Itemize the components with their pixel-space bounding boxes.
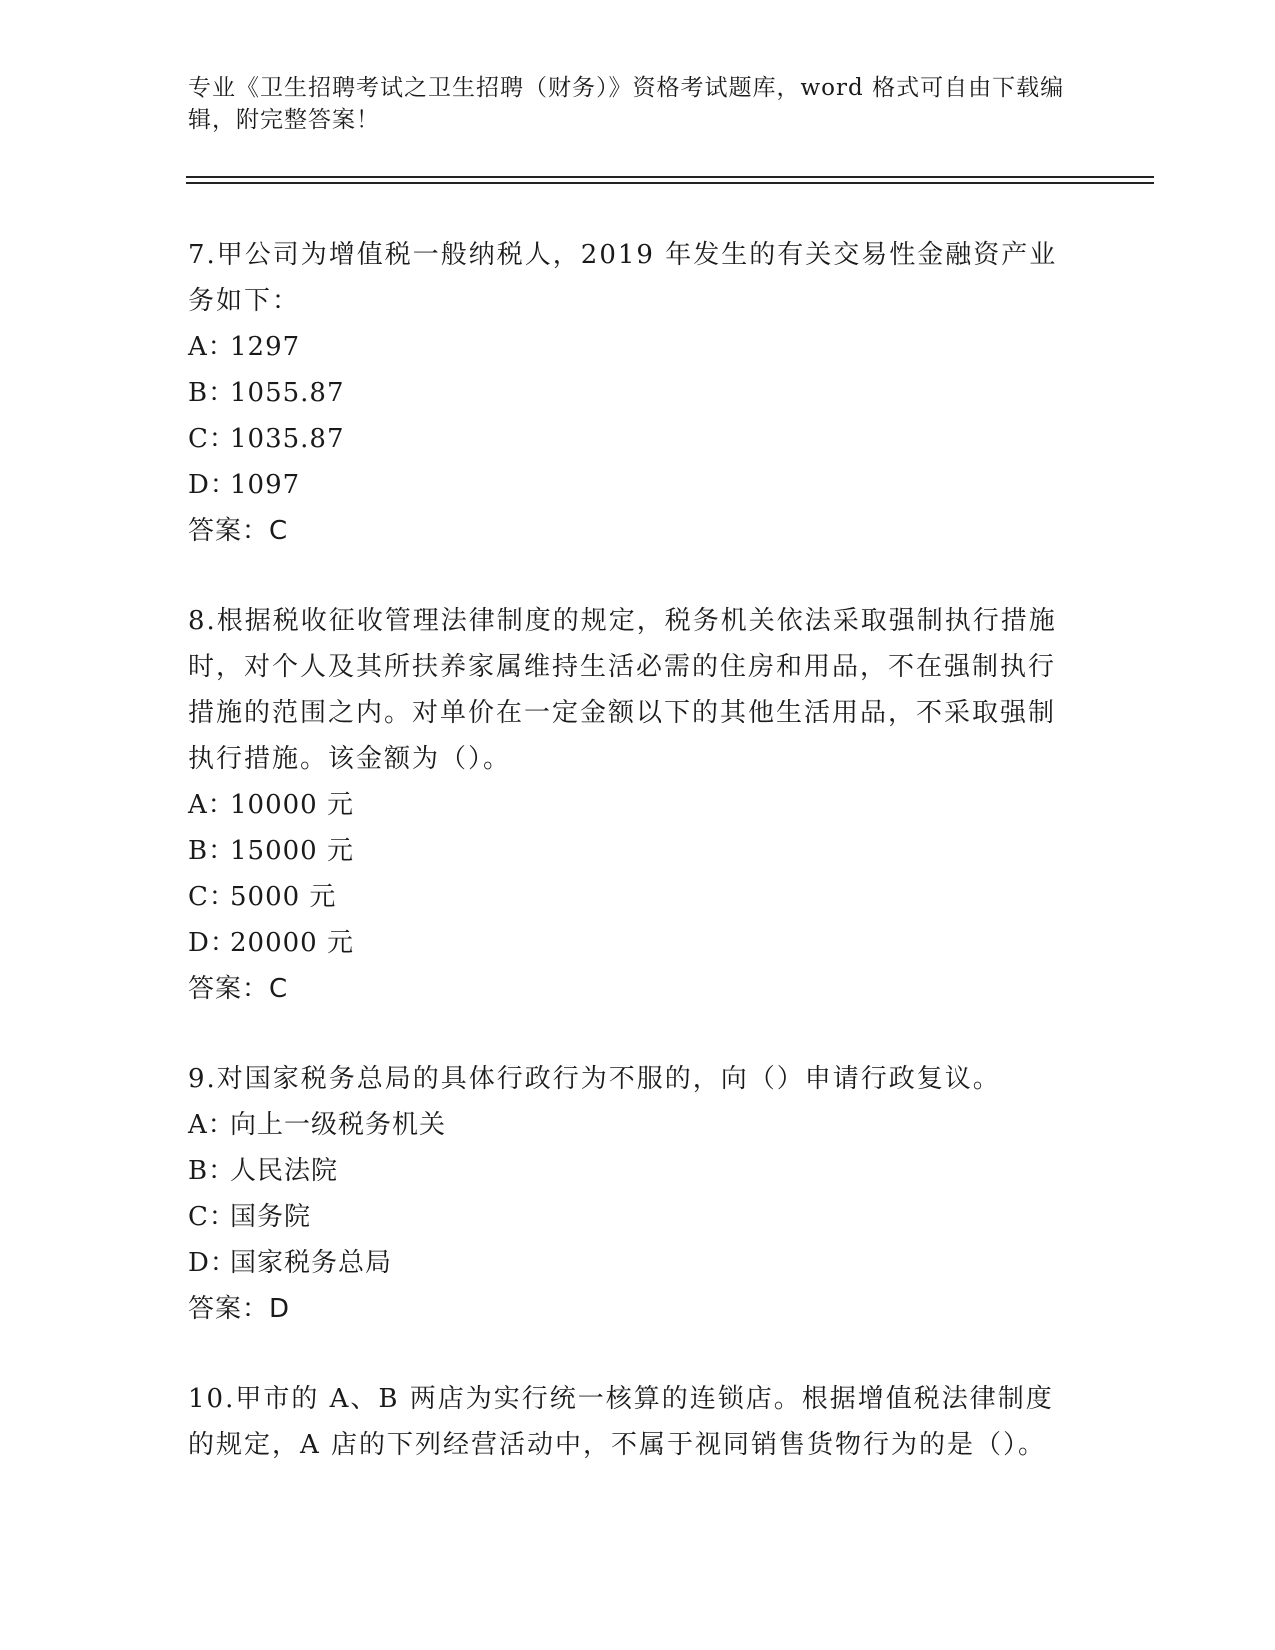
question-list <box>188 232 1078 1512</box>
option-text: 1297 <box>230 332 301 362</box>
option-letter: A： <box>188 790 235 820</box>
option-c <box>188 874 1078 920</box>
option-d <box>188 1240 1078 1286</box>
question-stem: 10.甲市的 A、B 两店为实行统一核算的连锁店。根据增值税法律制度的规定，A 店的下列经营活动中，不属于视同销售货物行为的是（）。 <box>188 1384 1054 1460</box>
option-a <box>188 782 1078 828</box>
header-divider-top <box>186 176 1154 178</box>
question-stem: 9.对国家税务总局的具体行政行为不服的，向（）申请行政复议。 <box>188 1064 1001 1094</box>
option-letter: B： <box>188 1156 236 1186</box>
question-10 <box>188 1376 1078 1468</box>
option-text: 5000 元 <box>230 882 337 912</box>
question-stem: 7.甲公司为增值税一般纳税人，2019 年发生的有关交易性金融资产业务如下： <box>188 240 1058 316</box>
option-b <box>188 370 1078 416</box>
question-stem: 8.根据税收征收管理法律制度的规定，税务机关依法采取强制执行措施时，对个人及其所扶养家属维持生活必需的住房和用品，不在强制执行措施的范围之内。对单价在一定金额以下的其他生活用品，不采取强制执行措施。该金额为（）。 <box>188 606 1057 774</box>
option-text: 国务院 <box>230 1202 312 1232</box>
question-8 <box>188 598 1078 1012</box>
option-d <box>188 462 1078 508</box>
answer-line: 答案：C <box>188 974 289 1004</box>
option-text: 1035.87 <box>230 424 345 454</box>
answer-line: 答案：C <box>188 516 289 546</box>
option-letter: D： <box>188 1248 237 1278</box>
option-text: 20000 元 <box>230 928 354 958</box>
option-text: 向上一级税务机关 <box>230 1110 447 1140</box>
header-divider-bottom <box>186 182 1154 184</box>
option-text: 10000 元 <box>230 790 354 820</box>
option-letter: A： <box>188 332 235 362</box>
option-c <box>188 1194 1078 1240</box>
option-text: 1097 <box>230 470 301 500</box>
option-c <box>188 416 1078 462</box>
option-letter: C： <box>188 882 236 912</box>
option-letter: D： <box>188 470 237 500</box>
answer-line: 答案：D <box>188 1294 291 1324</box>
option-text: 国家税务总局 <box>230 1248 393 1278</box>
option-text: 1055.87 <box>230 378 345 408</box>
option-text: 人民法院 <box>230 1156 339 1186</box>
question-9 <box>188 1056 1078 1332</box>
document-header: 专业《卫生招聘考试之卫生招聘（财务）》资格考试题库，word 格式可自由下载编辑，附完整答案！ <box>188 75 1065 133</box>
option-letter: C： <box>188 1202 236 1232</box>
option-a <box>188 1102 1078 1148</box>
option-a <box>188 324 1078 370</box>
option-b <box>188 1148 1078 1194</box>
option-text: 15000 元 <box>230 836 354 866</box>
question-7 <box>188 232 1078 554</box>
option-letter: C： <box>188 424 236 454</box>
option-letter: A： <box>188 1110 235 1140</box>
option-d <box>188 920 1078 966</box>
option-letter: D： <box>188 928 237 958</box>
option-letter: B： <box>188 836 236 866</box>
option-b <box>188 828 1078 874</box>
option-letter: B： <box>188 378 236 408</box>
